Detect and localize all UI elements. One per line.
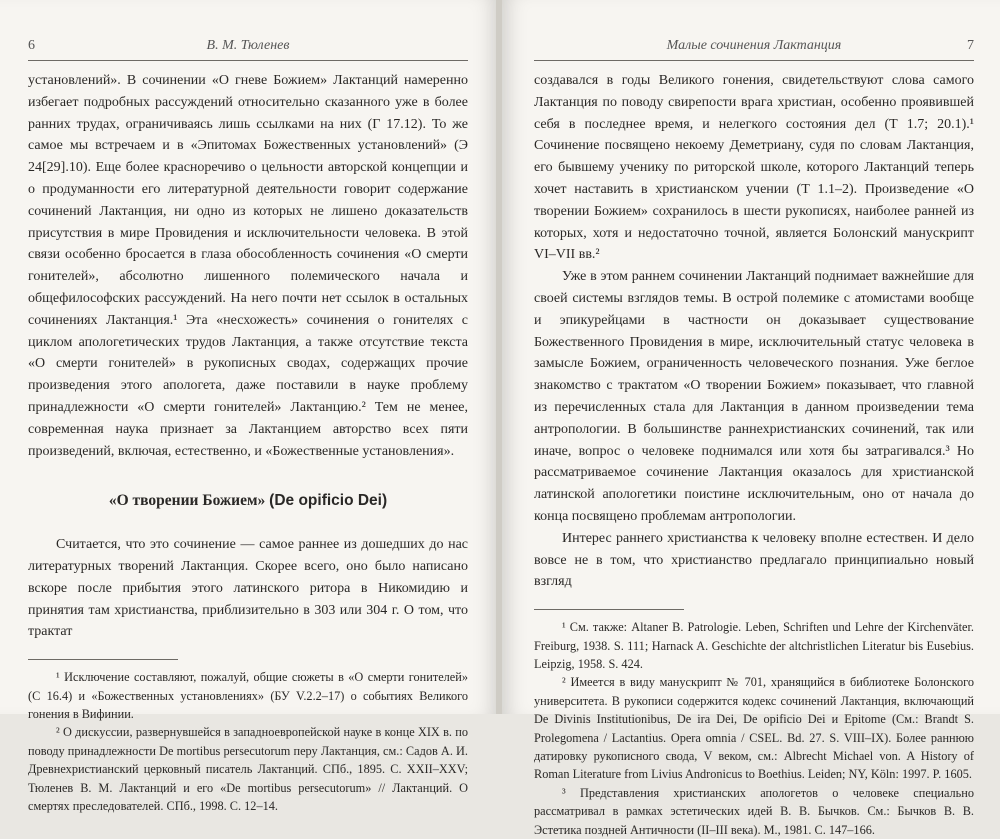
running-head: Малые сочинения Лактанция (666, 38, 842, 53)
footnote-rule (28, 659, 178, 660)
section-title (28, 490, 468, 512)
footnote: ² Имеется в виду манускрипт № 701, хранящийся в библиотеке Болонского университета. В рукописи содержится кодекс сочинений Лактанция, включающий De Divinis Institutionibus, De ira Dei, De opificio Dei и Epitome (См.: Brandt S. Prolegomena / Lactantius. Opera omnia / CSEL. Bd. 27. S. VIII–IX). Более раннюю датировку рукописного свода, V веком, см.: Albrecht Michael von. A History of Roman Literature from Livius Andronicus to Boethius. Leiden; NY, Köln: 1997. P. 1605. (534, 675, 974, 782)
header-rule (534, 60, 974, 61)
section-title-ru: «О творении Божием» (108, 492, 266, 510)
header-rule (28, 60, 468, 61)
page-number: 6 (28, 38, 35, 53)
right-page (502, 0, 1000, 837)
section-paragraph: Считается, что это сочинение — самое раннее из дошедших до нас литературных творений Лактанция. Скорее всего, оно было написано вскоре после прибытия этого латинского ритора в Никомидию и принятия там христианства, приблизительно в 303 или 304 г. О том, что трактат (28, 537, 468, 640)
paragraph: Уже в этом раннем сочинении Лактанций поднимает важнейшие для своей системы взглядов темы. В острой полемике с атомистами вообще и эпикурейцами в частности он доказывает существование Божественного Провидения в мире, исключительный статус человека в замысле Божием, ограниченность человеческого познания. Уже беглое знакомство с трактатом «О творении Божием» показывает, что главной из перечисленных стала для Лактанция в данном произведении тема антропологии. В большинстве раннехристианских сочинений, так или иначе, вопрос о человеке поднимался или хотя бы затрагивался.³ Но рассматриваемое сочинение Лактанция оказалось для христианской латинской апологетики поистине исключительным, оно от начала до конца посвящено проблемам антропологии. (534, 269, 974, 524)
footnote-rule (534, 609, 684, 610)
footnote: ² О дискуссии, развернувшейся в западноевропейской науке в конце XIX в. по поводу принадлежности De mortibus persecutorum перу Лактанция, см.: Садов А. И. Древнехристианский церковный писатель Лактанций. СПб., 1895. С. XXII–XXV; Тюленев В. М. Лактанций и его «De mortibus persecutorum» // Лактанций. О смертях преследователей. СПб., 1998. С. 12–14. (28, 725, 468, 813)
running-head: В. М. Тюленев (206, 38, 290, 53)
paragraph: Интерес раннего христианства к человеку вполне естествен. И дело вовсе не в том, что христианство предлагало принципиально новый взгляд (534, 530, 974, 590)
footnote: ¹ См. также: Altaner B. Patrologie. Leben, Schriften und Lehre der Kirchenväter. Freiburg, 1938. S. 111; Harnack A. Geschichte der altchristlichen Literatur bis Eusebius. Leipzig, 1958. S. 424. (534, 620, 974, 671)
footnote: ¹ Исключение составляют, пожалуй, общие сюжеты в «О смерти гонителей» (С 16.4) и «Божественных установлениях» (БУ V.2.2–17) о событиях Великого гонения в Вифинии. (28, 670, 468, 721)
footnote: ³ Представления христианских апологетов о человеке специально рассматривал в рамках эстетических идей В. В. Бычков. См.: Бычков В. В. Эстетика поздней Античности (II–III века). М., 1981. С. 147–166. (534, 785, 974, 837)
footnotes (28, 668, 468, 815)
right-page-body (534, 70, 974, 839)
section-title-latin: (De opificio Dei) (269, 492, 388, 510)
footnotes (534, 618, 974, 839)
left-page (0, 0, 498, 813)
page-number: 7 (967, 38, 974, 53)
paragraph: создавался в годы Великого гонения, свидетельствуют слова самого Лактанция по поводу свирепости врага христиан, особенно проявившей себя в последнее время, и нелегкого состояния дел (Т 1.7; 20.1).¹ Сочинение посвящено некоему Деметриану, судя по словам Лактанция, его бывшему ученику по риторской школе, которого Лактанций теперь хочет наставить в христианском учении (Т 1.1–2). Произведение «О творении Божием» сохранилось в шести рукописях, наиболее ранней из которых, хотя и недостаточно точной, является Болонский манускрипт VI–VII вв.² (534, 73, 974, 263)
left-page-body (28, 70, 468, 815)
paragraph: установлений». В сочинении «О гневе Божием» Лактанций намеренно избегает подробных рассуждений относительно сказанного уже в более ранних трудах, ограничиваясь лишь ссылками на них (Г 17.12). То же самое мы встречаем и в «Эпитомах Божественных установлений» (Э 24[29].10). Еще более красноречиво о цельности авторской концепции и о продуманности его литературной деятельности говорит содержание сочинений Лактанция, ни одно из которых не лишено доказательств присутствия в мире Провидения и исключительности человека. В этой связи особенно бросается в глаза обособленность сочинения «О смерти гонителей», абсолютно лишенного полемического начала и общефилософских рассуждений. На него почти нет ссылок в остальных сочинениях Лактанция.¹ Эта «несхожесть» сочинения о гонителях с циклом апологетических трудов Лактанция, а также отсутствие текста «О смерти гонителей» в рукописных сводах, содержащих прочие произведения этого апологета, даже поставили в науке проблему принадлежности «О смерти гонителей» Лактанцию.² Тем не менее, современная наука признает за Лактанцием авторство всех пяти произведений, включая, естественно, и «Божественные установления». (28, 73, 468, 459)
